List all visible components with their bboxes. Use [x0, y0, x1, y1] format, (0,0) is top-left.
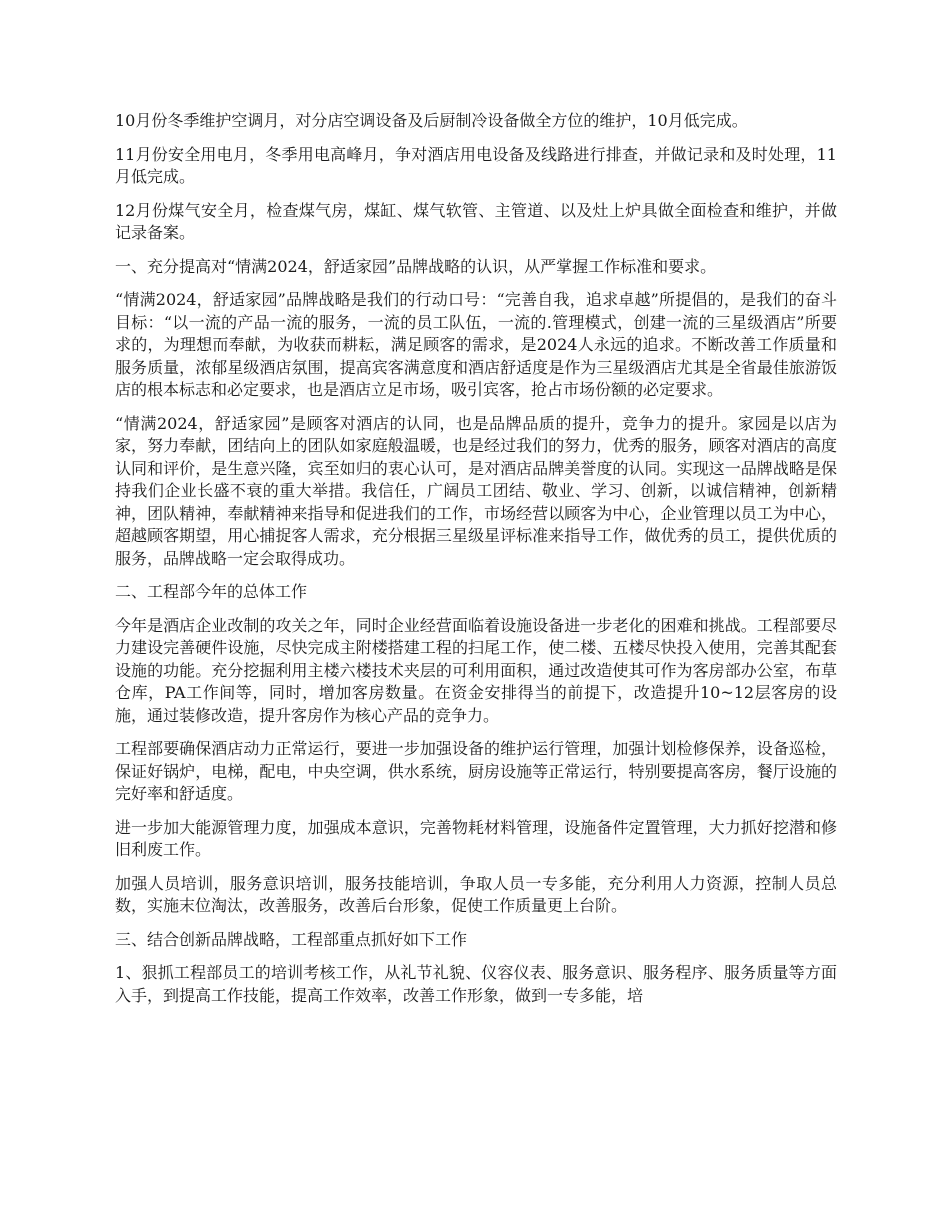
paragraph-gas-safety-month: 12月份煤气安全月，检查煤气房，煤缸、煤气软管、主管道、以及灶上炉具做全面检查和维护，并做记录备案。: [115, 200, 837, 242]
paragraph-staff-training: 加强人员培训，服务意识培训，服务技能培训，争取人员一专多能，充分利用人力资源，控制人员总数，实施末位淘汰，改善服务，改善后台形象，促使工作质量更上台阶。: [115, 873, 837, 915]
paragraph-annual-overview: 今年是酒店企业改制的攻关之年，同时企业经营面临着设施设备进一步老化的困难和挑战。工程部要尽力建设完善硬件设施，尽快完成主附楼搭建工程的扫尾工作，使二楼、五楼尽快投入使用，完善其配套设施的功能。充分挖掘利用主楼六楼技术夹层的可利用面积，通过改造使其可作为客房部办公室，布草仓库，PA工作间等，同时，增加客房数量。在资金安排得当的前提下，改造提升10~12层客房的设施，通过装修改造，提升客房作为核心产品的竞争力。: [115, 615, 837, 725]
paragraph-electricity-safety-month: 11月份安全用电月，冬季用电高峰月，争对酒店用电设备及线路进行排查，并做记录和及时处理，11月低完成。: [115, 144, 837, 186]
paragraph-energy-management: 进一步加大能源管理力度，加强成本意识，完善物耗材料管理，设施备件定置管理，大力抓好挖潜和修旧利废工作。: [115, 817, 837, 859]
section-heading-2: 二、工程部今年的总体工作: [115, 582, 308, 601]
document-body: [115, 110, 837, 1018]
paragraph-brand-recognition: “情满2024，舒适家园”是顾客对酒店的认同，也是品牌品质的提升，竞争力的提升。家园是以店为家，努力奉献，团结向上的团队如家庭般温暖，也是经过我们的努力，优秀的服务，顾客对酒店的高度认同和评价，是生意兴隆，宾至如归的衷心认可，是对酒店品牌美誉度的认同。实现这一品牌战略是保持我们企业长盛不衰的重大举措。我信任，广阔员工团结、敬业、学习、创新，以诚信精神，创新精神，团队精神，奉献精神来指导和促进我们的工作，市场经营以顾客为中心，企业管理以员工为中心，超越顾客期望，用心捕捉客人需求，充分根据三星级星评标准来指导工作，做优秀的员工，提供优质的服务，品牌战略一定会取得成功。: [115, 413, 837, 568]
paragraph-air-conditioning-month: 10月份冬季维护空调月，对分店空调设备及后厨制冷设备做全方位的维护，10月低完成。: [115, 111, 748, 130]
paragraph-equipment-operation: 工程部要确保酒店动力正常运行，要进一步加强设备的维护运行管理，加强计划检修保养，设备巡检，保证好锅炉，电梯，配电，中央空调，供水系统，厨房设施等正常运行，特别要提高客房，餐厅设施的完好率和舒适度。: [115, 739, 837, 803]
paragraph-training-assessment: 1、狠抓工程部员工的培训考核工作，从礼节礼貌、仪容仪表、服务意识、服务程序、服务质量等方面入手，到提高工作技能，提高工作效率，改善工作形象，做到一专多能，培: [115, 963, 837, 1005]
section-heading-1: 一、充分提高对“情满2024，舒适家园”品牌战略的认识，从严掌握工作标准和要求。: [115, 256, 717, 276]
section-heading-3: 三、结合创新品牌战略，工程部重点抓好如下工作: [115, 929, 468, 949]
paragraph-brand-strategy-slogan: “情满2024，舒适家园”品牌战略是我们的行动口号：“完善自我，追求卓越”所提倡的，是我们的奋斗目标：“以一流的产品一流的服务，一流的员工队伍，一流的.管理模式，创建一流的三星级酒店”所要求的，为理想而奉献，为收获而耕耘，满足顾客的需求，是2024人永远的追求。不断改善工作质量和服务质量，浓郁星级酒店氛围，提高宾客满意度和酒店舒适度是作为三星级酒店尤其是全省最佳旅游饭店的根本标志和必定要求，也是酒店立足市场，吸引宾客，抢占市场份额的必定要求。: [115, 290, 837, 399]
